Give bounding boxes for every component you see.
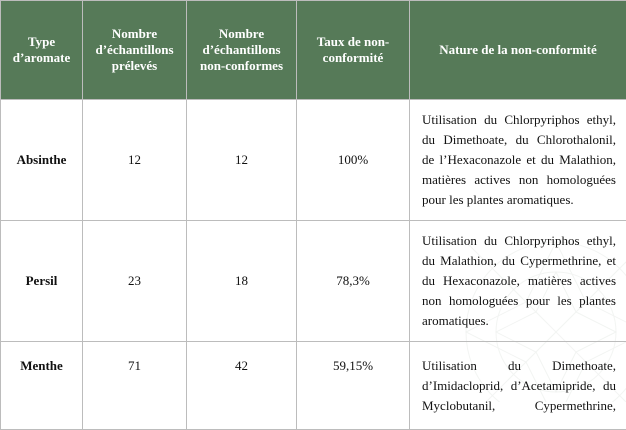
header-nonconforming: Nombre d’échantillons non-conformes (187, 1, 297, 100)
cell-type: Menthe (1, 342, 83, 430)
nature-text: Utilisation du Dimethoate, d’Imidacloprid, d’Acetamipride, du Myclobutanil, Cypermethrine, (422, 356, 616, 416)
cell-type: Absinthe (1, 100, 83, 221)
cell-nature (410, 342, 626, 430)
table-row (1, 221, 626, 342)
cell-nonconforming: 18 (187, 221, 297, 342)
header-nature: Nature de la non-conformité (410, 1, 626, 100)
cell-nonconforming: 12 (187, 100, 297, 221)
cell-rate: 78,3% (297, 221, 410, 342)
nature-text: Utilisation du Chlorpyriphos ethyl, du Malathion, du Cypermethrine, et du Hexaconazole, matières actives non homologuées pour les plantes aromatiques. (422, 231, 616, 331)
cell-sampled: 12 (83, 100, 187, 221)
table-header-row (1, 1, 626, 100)
header-sampled: Nombre d’échantillons prélevés (83, 1, 187, 100)
cell-sampled: 71 (83, 342, 187, 430)
cell-nature (410, 221, 626, 342)
table-row (1, 100, 626, 221)
header-type: Type d’aromate (1, 1, 83, 100)
cell-rate: 59,15% (297, 342, 410, 430)
cell-sampled: 23 (83, 221, 187, 342)
cell-nature (410, 100, 626, 221)
cell-type: Persil (1, 221, 83, 342)
cell-rate: 100% (297, 100, 410, 221)
header-rate: Taux de non-conformité (297, 1, 410, 100)
cell-nonconforming: 42 (187, 342, 297, 430)
nature-text: Utilisation du Chlorpyriphos ethyl, du Dimethoate, du Chlorothalonil, de l’Hexaconazole et du Malathion, matières actives non homologuées pour les plantes aromatiques. (422, 110, 616, 210)
table-row (1, 342, 626, 430)
